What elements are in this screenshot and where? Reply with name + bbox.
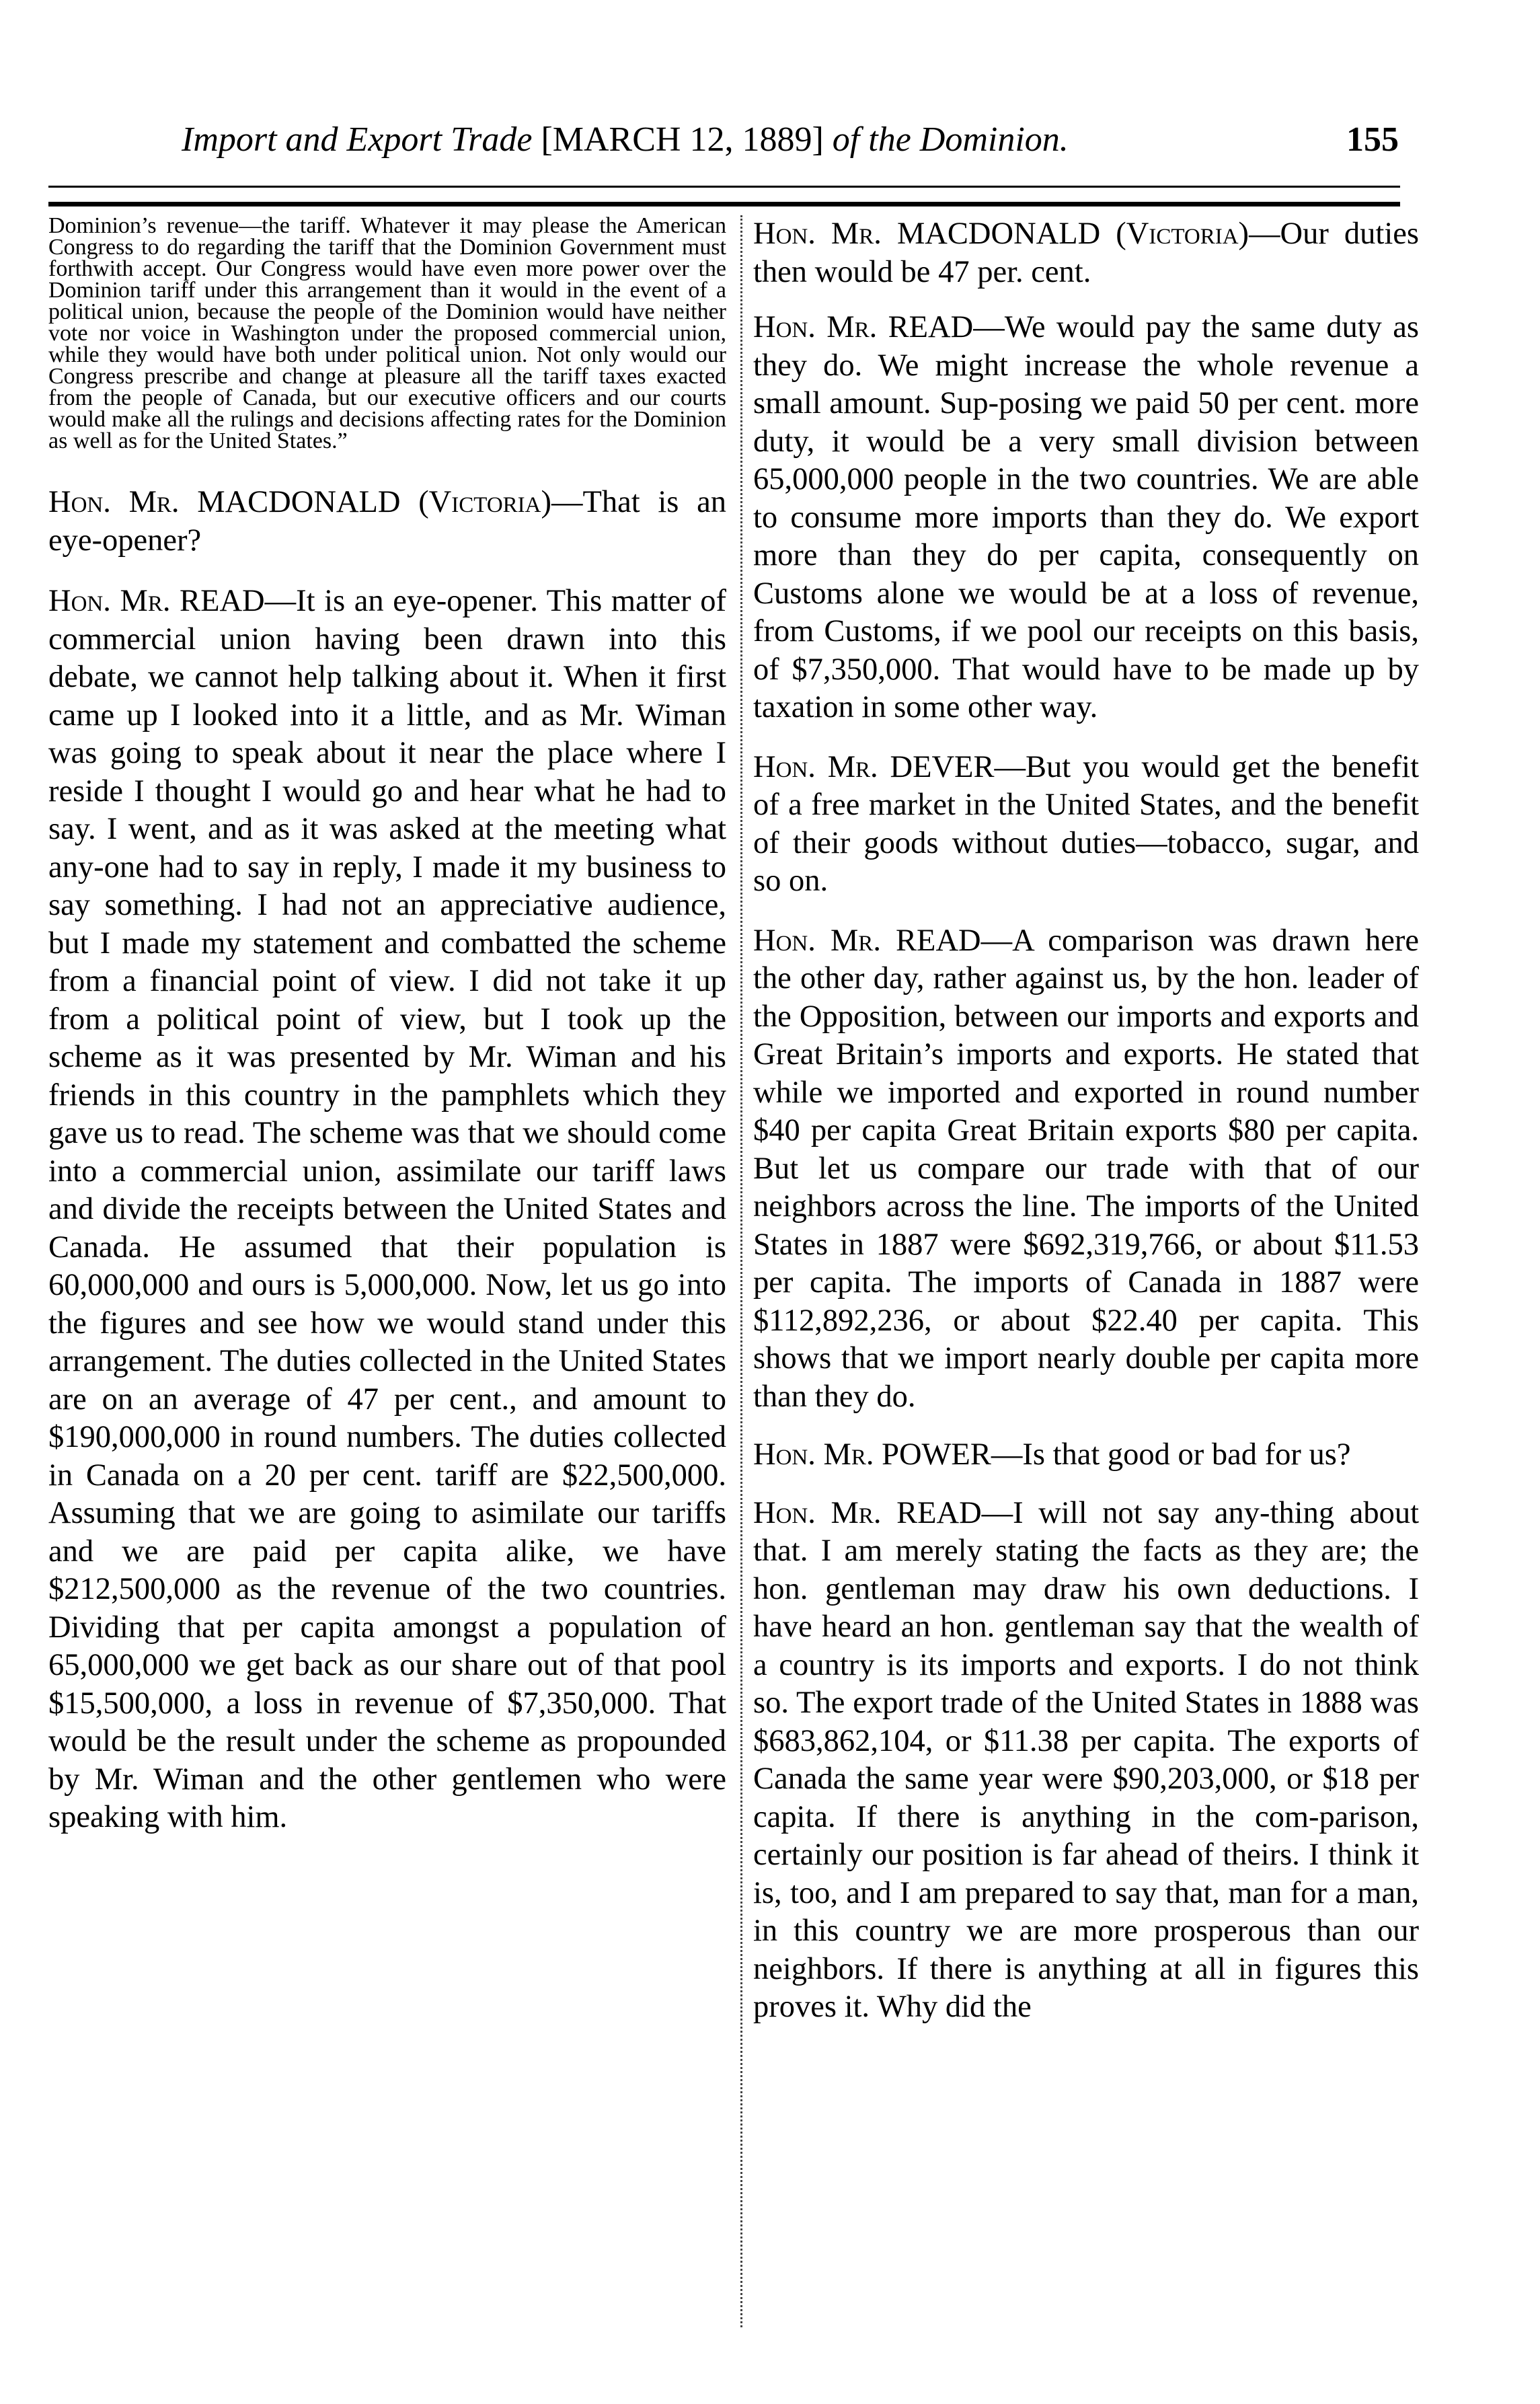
speech-paragraph — [48, 484, 726, 560]
speech-text: Dominion’s revenue—the tariff. Whatever it may please the American Congress to do regarding the tariff that the Dominion Government must forthwith accept. Our Congress would have even more power over the Dominion tariff under this arrangement than it would in the event of a political union, because the people of the Dominion would have neither vote nor voice in Washington under the proposed commercial union, while they would have both under political union. Not only would our Congress prescribe and change at pleasure all the tariff taxes exacted from the people of Canada, but our executive officers and our courts would make all the rulings and decisions affecting rates for the Dominion as well as for the United States.” — [48, 213, 726, 453]
header-subtitle: of the Dominion. — [832, 120, 1069, 159]
speech-paragraph — [753, 215, 1419, 291]
speech-paragraph — [753, 922, 1419, 1417]
speech-text: —It is an eye-opener. This matter of commercial union having been drawn into this debate, we cannot help talking about it. When it first came up I looked into it a little, and as Mr. Wiman was going to speak about it near the place where I reside I thought I would go and hear what he had to say. I went, and as it was asked at the meeting what any-one had to say in reply, I made it my business to say something. I had not an appreciative audience, but I made my statement and combatted the scheme from a financial point of view. I did not take it up from a political point of view, but I took up the scheme as it was presented by Mr. Wiman and his friends in this country in the pamphlets which they gave us to read. The scheme was that we should come into a commercial union, assimilate our tariff laws and divide the receipts between the United States and Canada. He assumed that their population is 60,000,000 and ours is 5,000,000. Now, let us go into the figures and see how we would stand under this arrangement. The duties collected in the United States are on an average of 47 per cent., and amount to $190,000,000 in round numbers. The duties collected in Canada on a 20 per cent. tariff are $22,500,000. Assuming that we are going to asimilate our tariffs and we are paid per capita alike, we have $212,500,000 as the revenue of the two countries. Dividing that per capita amongst a population of 65,000,000 we get back as our share out of that pool $15,500,000, a loss in revenue of $7,350,000. That would be the result under the scheme as propounded by Mr. Wiman and the other gentlemen who were speaking with him. — [48, 584, 726, 1834]
quoted-paragraph — [48, 215, 726, 452]
header-title: Import and Export Trade — [182, 120, 533, 159]
speaker-label: Hon. Mr. MACDONALD (Victoria) — [753, 217, 1249, 251]
speaker-label: Hon. Mr. READ — [753, 310, 974, 344]
speaker-label: Hon. Mr. DEVER — [753, 749, 995, 784]
speech-text: —I will not say any-thing about that. I am merely stating the facts as they are; the hon. gentleman may draw his own deductions. I have heard an hon. gentleman say that the wealth of a country is its imports and exports. I do not think so. The export trade of the United States in 1888 was $683,862,104, or $11.38 per capita. The exports of Canada the same year were $90,203,000, or $18 per capita. If there is anything in the com-parison, certainly our position is far ahead of theirs. I think it is, too, and I am prepared to say that, man for a man, in this country we are more prosperous than our neighbors. If there is anything at all in figures this proves it. Why did the — [753, 1495, 1419, 2024]
speaker-label: Hon. Mr. MACDONALD (Victoria) — [48, 485, 551, 519]
speech-text: —Is that good or bad for us? — [991, 1437, 1351, 1472]
speech-text: —But you would get the benefit of a free market in the United States, and the benefit of their goods without duties—tobacco, sugar, and so on. — [753, 749, 1419, 898]
speech-paragraph — [753, 309, 1419, 727]
running-head-text — [182, 120, 1069, 159]
speaker-label: Hon. Mr. READ — [48, 584, 265, 618]
speech-text: —That is an eye-opener? — [48, 485, 726, 558]
left-column — [48, 215, 726, 1837]
speech-text: —A comparison was drawn here the other day, rather against us, by the hon. leader of the Opposition, between our imports and exports and Great Britain’s imports and exports. He stated that while we imported and exported in round number $40 per capita Great Britain exports $80 per capita. But let us compare our trade with that of our neighbors across the line. The imports of the United States in 1887 were $692,319,766, or about $11.53 per capita. The imports of Canada in 1887 were $112,892,236, or about $22.40 per capita. This shows that we import nearly double per capita more than they do. — [753, 923, 1419, 1414]
header-rule-thick — [48, 202, 1400, 206]
speaker-label: Hon. Mr. POWER — [753, 1437, 991, 1472]
speech-paragraph — [48, 583, 726, 1837]
right-column — [753, 215, 1419, 2027]
page-number: 155 — [1346, 120, 1399, 159]
speech-text: —We would pay the same duty as they do. We might increase the whole revenue a small amount. Sup-posing we paid 50 per cent. more duty, it would be a very small division between 65,000,000 people in the two countries. We are able to consume more imports than they do. We export more than they do per capita, consequently on Customs alone we would be at a loss of revenue, from Customs, if we pool our receipts on this basis, of $7,350,000. That would have to be made up by taxation in some other way. — [753, 310, 1419, 724]
speaker-label: Hon. Mr. READ — [753, 1495, 982, 1530]
running-head — [168, 113, 1399, 167]
speaker-label: Hon. Mr. READ — [753, 923, 981, 958]
column-divider — [740, 215, 742, 2327]
speech-paragraph — [753, 1436, 1419, 1474]
header-date: [MARCH 12, 1889] — [541, 120, 824, 159]
speech-paragraph — [753, 1495, 1419, 2027]
header-rule-thin — [48, 186, 1400, 188]
speech-text: —Our duties then would be 47 per. cent. — [753, 217, 1419, 289]
speech-paragraph — [753, 749, 1419, 901]
